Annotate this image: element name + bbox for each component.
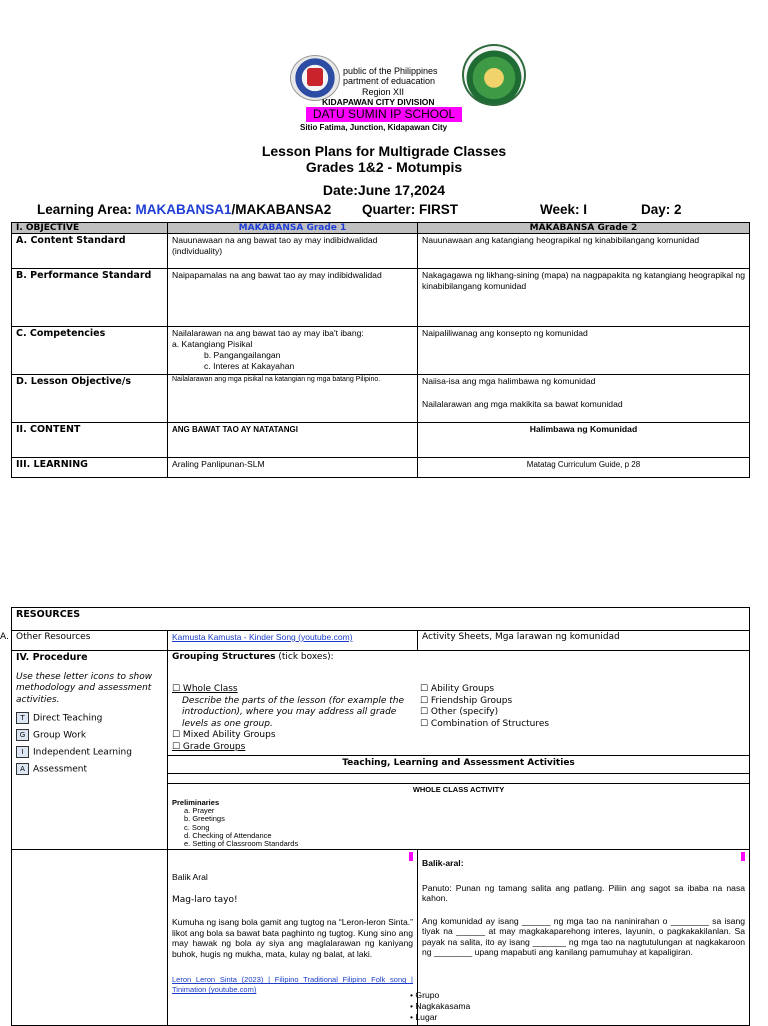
icon-legend-assessment [16, 763, 163, 776]
row-label: III. LEARNING [12, 458, 168, 478]
choice-text: Nagkakasama [415, 1001, 471, 1012]
learning-area [37, 202, 331, 217]
list-item: b. Greetings [184, 814, 225, 824]
competency-b: b. Pangangailangan [204, 350, 281, 360]
table-row [12, 423, 750, 458]
icon-label: Direct Teaching [33, 713, 103, 724]
grade1-activity-cell [168, 850, 418, 1026]
balik-aral-g1: Balik Aral [172, 872, 208, 883]
content-standard-g2: Nauunawaan ang katangiang heograpikal ng kinabibilangang komunidad [418, 234, 750, 269]
mixed-ability-checkbox[interactable]: ☐ Mixed Ability Groups [172, 730, 276, 740]
objective-g2-a: Naiisa-isa ang mga halimbawa ng komunidad [422, 376, 596, 386]
table-row [12, 375, 750, 423]
list-item: • Lugar [410, 1012, 438, 1023]
content-g2: Halimbawa ng Komunidad [418, 423, 750, 458]
list-item: d. Checking of Attendance [184, 830, 272, 840]
competency-c: c. Interes at Kakayahan [204, 361, 295, 371]
panuto: Panuto: Punan ng tamang salita ang patlang. Piliin ang sagot sa ibaba na nasa kahon. [422, 882, 746, 904]
kumuha-instructions: Kumuha ng isang bola gamit ang tugtog na “Leron-leron Sinta.” likot ang bola sa bawat bata paghinto ng tugtog. Kung sino ang may hawak ng bola ay siya ang maglalarawan ng kaniyang buhok, hugis ng mukha, mata, kulay ng balat, at laki. [172, 917, 413, 959]
list-item: • Nagkakasama [410, 1001, 471, 1012]
procedure-cell [12, 651, 168, 850]
other-resources-g1 [168, 631, 418, 651]
letter-t-icon: T [16, 712, 29, 724]
grouping-note: (tick boxes): [275, 652, 334, 662]
competencies-g2: Naipaliliwanag ang konsepto ng komunidad [418, 327, 750, 375]
table-row [12, 234, 750, 269]
lesson-objective-g1: Nailalarawan ang mga pisikal na katangian ng mga batang Pilipino. [168, 375, 418, 423]
friendship-groups-checkbox[interactable]: ☐ Friendship Groups [420, 695, 513, 706]
grouping-left [172, 684, 414, 753]
list-item: • Grupo [410, 990, 440, 1001]
teaching-marker-icon [409, 852, 413, 861]
table-row [12, 850, 750, 1026]
grade1-header: MAKABANSA Grade 1 [168, 223, 418, 234]
day: Day: 2 [641, 202, 682, 217]
list-item: e. Setting of Classroom Standards [184, 839, 299, 849]
grade2-header: MAKABANSA Grade 2 [418, 223, 750, 234]
subject-2: /MAKABANSA2 [231, 202, 332, 217]
competencies-g1 [168, 327, 418, 375]
whole-class-activity-cell [168, 784, 750, 850]
table-row [12, 327, 750, 375]
grouping-structures-cell [168, 651, 750, 774]
activity-sheets: Activity Sheets, Mga larawan ng komunidad [418, 631, 750, 651]
header-republic: public of the Philippines [343, 66, 438, 76]
subject-1: MAKABANSA1 [135, 202, 232, 217]
school-name: DATU SUMIN IP SCHOOL [306, 107, 462, 122]
header-division: KIDAPAWAN CITY DIVISION [322, 97, 435, 107]
whole-class-activity-title: WHOLE CLASS ACTIVITY [412, 785, 505, 794]
other-specify-checkbox[interactable]: ☐ Other (specify) [420, 707, 499, 717]
letter-a-icon: A [16, 763, 29, 775]
preliminaries-list [172, 807, 745, 848]
letter-i-icon: I [16, 746, 29, 758]
choice-text: Grupo [415, 990, 440, 1001]
list-item: c. Song [184, 822, 210, 832]
icon-legend-independent-learning [16, 746, 163, 759]
maglaro-tayo: Mag-laro tayo! [172, 894, 238, 905]
grade-groups-checkbox[interactable]: ☐ Grade Groups [172, 741, 246, 752]
week: Week: I [540, 202, 588, 217]
objective-header: I. OBJECTIVE [12, 223, 168, 234]
icon-label: Independent Learning [33, 747, 132, 758]
leron-link-wrap [172, 975, 413, 995]
grades-title: Grades 1&2 - Motumpis [305, 159, 463, 175]
kamusta-song-link[interactable]: Kamusta Kamusta - Kinder Song (youtube.com) [172, 632, 353, 642]
ability-groups-checkbox[interactable]: ☐ Ability Groups [420, 684, 495, 694]
whole-class-checkbox[interactable]: ☐ Whole Class [172, 684, 238, 694]
preliminaries-label: Preliminaries [172, 798, 220, 807]
performance-standard-g2: Nakagagawa ng likhang-sining (mapa) na nagpapakita ng katangiang heograpikal ng kinabibilangang komunidad [418, 269, 750, 327]
balik-aral-g2: Balik-aral: [422, 858, 464, 869]
grade2-activity-cell [410, 850, 750, 1026]
choice-text: Lugar [415, 1012, 438, 1023]
letter-g-icon: G [16, 729, 29, 741]
komunidad-fill-in: Ang komunidad ay isang ______ ng mga tao na naninirahan o ________ sa isang tiyak na ______ at may magkakaparehong interes, layunin, o pagkakakilanlan. Sa payak na salita, ito ay isang _______ ng mga tao na nagtutulungan at nagkakaroon ng ________ upang mapabuti ang kanilang pamumuhay at kapaligiran. [422, 915, 746, 958]
row-label: A. Content Standard [12, 234, 168, 269]
whole-class-description: Describe the parts of the lesson (for example the introduction), where you may address all grade levels as one group. [182, 695, 404, 729]
date-title: Date:June 17,2024 [322, 182, 446, 198]
empty-procedure-cell [12, 850, 168, 1026]
choices-list [410, 990, 470, 1023]
header-region: Region XII [362, 87, 405, 97]
icon-legend-direct-teaching [16, 712, 163, 725]
use-icons-note: Use these letter icons to show methodology and assessment activities. [16, 671, 153, 705]
city-division-seal-icon [462, 44, 526, 106]
content-standard-g1: Nauunawaan na ang bawat tao ay may indibidwalidad (individuality) [168, 234, 418, 269]
leron-sinta-link[interactable]: Leron Leron Sinta (2023) | Filipino Traditional Filipino Folk song | Tinimation (youtube.com) [172, 975, 413, 995]
lesson-objective-g2 [418, 375, 750, 423]
table-row [12, 631, 750, 651]
table-header-row [12, 223, 750, 234]
learning-area-label: Learning Area: [37, 202, 136, 217]
row-label: II. CONTENT [12, 423, 168, 458]
grouping-right [420, 684, 549, 730]
teaching-marker-icon [741, 852, 745, 861]
combination-checkbox[interactable]: ☐ Combination of Structures [420, 718, 550, 729]
grouping-title-text: Grouping Structures [172, 652, 276, 662]
table-row [12, 651, 750, 774]
quarter: Quarter: FIRST [362, 202, 459, 217]
resources-label: RESOURCES [12, 608, 750, 631]
row-label: C. Competencies [12, 327, 168, 375]
performance-standard-g1: Naipapamalas na ang bawat tao ay may indibidwalidad [168, 269, 418, 327]
tla-title: Teaching, Learning and Assessment Activities [168, 755, 749, 770]
competency-a: a. Katangiang Pisikal [172, 339, 253, 349]
objectives-table [11, 222, 750, 478]
lesson-plan-title: Lesson Plans for Multigrade Classes [261, 143, 507, 159]
learning-g2: Matatag Curriculum Guide, p 28 [418, 458, 750, 478]
deped-seal-icon [290, 55, 340, 101]
list-item: a. Prayer [184, 806, 215, 815]
header-department: partment of eduacation [343, 76, 436, 86]
item-marker-a: A. [0, 632, 9, 642]
table-row [12, 458, 750, 478]
icon-label: Assessment [33, 764, 87, 775]
row-label: B. Performance Standard [12, 269, 168, 327]
content-g1: ANG BAWAT TAO AY NATATANGI [168, 423, 418, 458]
table-row [12, 608, 750, 631]
row-label: D. Lesson Objective/s [12, 375, 168, 423]
procedure-label: IV. Procedure [16, 652, 88, 663]
school-address: Sitio Fatima, Junction, Kidapawan City [300, 123, 448, 132]
learning-g1: Araling Panlipunan-SLM [168, 458, 418, 478]
icon-legend-group-work [16, 729, 163, 742]
grouping-title [172, 652, 745, 664]
competency-intro: Nailalarawan na ang bawat tao ay may iba't ibang: [172, 328, 364, 338]
other-resources-label: Other Resources [12, 631, 168, 651]
table-row [12, 269, 750, 327]
icon-label: Group Work [33, 730, 87, 741]
spacer-row [168, 774, 750, 784]
procedure-table [11, 607, 750, 1026]
objective-g2-b: Nailalarawan ang mga makikita sa bawat komunidad [422, 399, 623, 409]
